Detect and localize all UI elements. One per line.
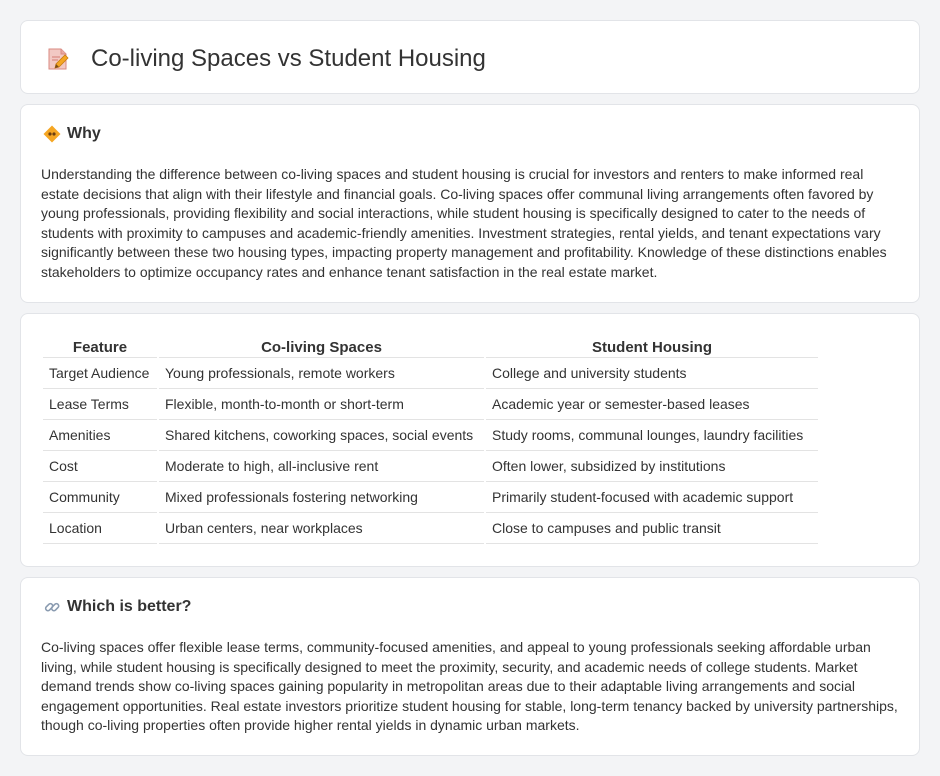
header-student-housing: Student Housing	[486, 336, 818, 358]
table-row	[43, 389, 818, 420]
header-co-living: Co-living Spaces	[159, 336, 484, 358]
row-student-housing: Often lower, subsidized by institutions	[486, 451, 818, 482]
better-heading: Which is better?	[67, 598, 192, 615]
link-icon	[43, 598, 61, 616]
pencil-document-icon	[45, 46, 71, 72]
row-feature: Lease Terms	[43, 389, 157, 420]
table-row	[43, 451, 818, 482]
row-feature: Amenities	[43, 420, 157, 451]
comparison-card	[20, 313, 920, 567]
why-paragraph: Understanding the difference between co-living spaces and student housing is crucial for investors and renters to make informed real estate decisions that align with their lifestyle and financial goals. Co-living spaces offer communal living arrangements often favored by young professionals, providing flexibility and social interactions, while student housing is specifically designed to cater to the needs of students with proximity to campuses and academic-friendly amenities. Investment strategies, rental yields, and tenant expectations vary significantly between these two housing types, impacting property management and profitability. Knowledge of these distinctions enables stakeholders to optimize occupancy rates and enhance tenant satisfaction in the real estate market.	[41, 166, 887, 280]
row-co-living: Moderate to high, all-inclusive rent	[159, 451, 484, 482]
why-card	[20, 104, 920, 303]
row-feature: Target Audience	[43, 358, 157, 389]
better-header	[43, 598, 191, 616]
row-student-housing: Study rooms, communal lounges, laundry facilities	[486, 420, 818, 451]
table-row	[43, 420, 818, 451]
table-row	[43, 513, 818, 544]
row-student-housing: College and university students	[486, 358, 818, 389]
row-feature: Location	[43, 513, 157, 544]
row-feature: Cost	[43, 451, 157, 482]
row-student-housing: Close to campuses and public transit	[486, 513, 818, 544]
row-feature: Community	[43, 482, 157, 513]
table-row	[43, 482, 818, 513]
row-co-living: Mixed professionals fostering networking	[159, 482, 484, 513]
row-co-living: Urban centers, near workplaces	[159, 513, 484, 544]
why-header	[43, 125, 101, 143]
diamond-handshake-icon	[43, 125, 61, 143]
row-co-living: Flexible, month-to-month or short-term	[159, 389, 484, 420]
row-co-living: Shared kitchens, coworking spaces, social events	[159, 420, 484, 451]
page-title: Co-living Spaces vs Student Housing	[91, 45, 486, 72]
comparison-table	[41, 336, 820, 544]
better-paragraph: Co-living spaces offer flexible lease terms, community-focused amenities, and appeal to young professionals seeking affordable urban living, while student housing is specifically designed to meet the proximity, security, and academic needs of college students. Market demand trends show co-living spaces gaining popularity in metropolitan areas due to their adaptable living arrangements and social engagement opportunities. Real estate investors prioritize student housing for stable, long-term tenancy backed by university partnerships, though co-living properties often provide higher rental yields in dynamic urban markets.	[41, 639, 898, 733]
row-student-housing: Academic year or semester-based leases	[486, 389, 818, 420]
row-student-housing: Primarily student-focused with academic support	[486, 482, 818, 513]
title-card	[20, 20, 920, 94]
table-row	[43, 358, 818, 389]
which-better-card	[20, 577, 920, 756]
table-header-row	[43, 336, 818, 358]
row-co-living: Young professionals, remote workers	[159, 358, 484, 389]
header-feature: Feature	[43, 336, 157, 358]
why-heading: Why	[67, 125, 101, 142]
title-row	[45, 45, 486, 73]
